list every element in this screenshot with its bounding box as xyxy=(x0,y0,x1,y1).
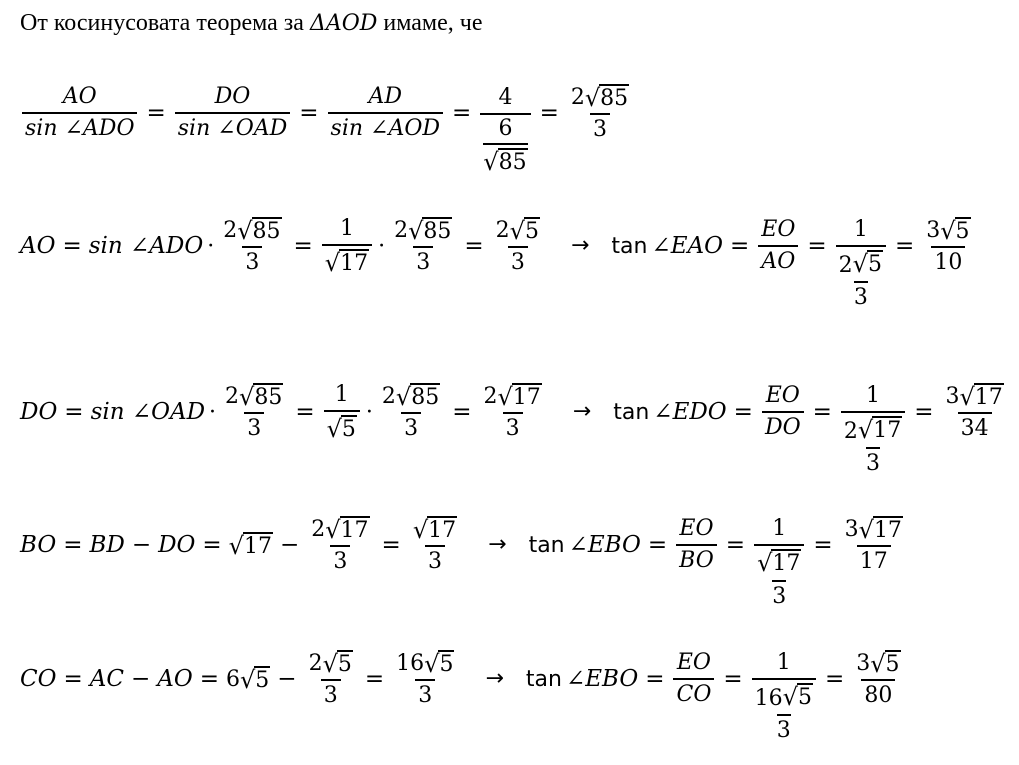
fraction-ao-sin-ado xyxy=(22,85,137,141)
denominator: 3 xyxy=(425,545,445,574)
denominator: sin ∠OAD xyxy=(175,112,290,141)
denominator xyxy=(322,244,372,278)
radicand: 85 xyxy=(498,149,527,175)
denominator: 3 xyxy=(321,679,341,708)
radical-sign: √ xyxy=(239,382,255,411)
numerator: AO xyxy=(62,83,97,109)
fraction-eo-do xyxy=(762,384,804,440)
fraction-c xyxy=(379,383,443,441)
radical-sign: √ xyxy=(497,382,513,411)
radicand: 85 xyxy=(252,218,281,244)
coefficient: 2 xyxy=(308,650,323,676)
fraction-eo-ao xyxy=(758,218,798,274)
radical-sign: √ xyxy=(584,83,601,112)
fraction-a xyxy=(308,516,372,574)
lhs: AO xyxy=(20,232,56,259)
numerator: EO xyxy=(765,382,800,408)
square-root xyxy=(858,416,902,442)
coefficient: 3 xyxy=(844,516,859,542)
nested-fraction xyxy=(483,115,527,176)
numerator xyxy=(393,650,457,679)
dot-operator: · xyxy=(365,399,373,425)
fraction-a xyxy=(220,217,284,275)
radical-sign: √ xyxy=(228,532,244,561)
coefficient: 3 xyxy=(856,650,871,676)
equals-sign: = xyxy=(293,232,313,259)
numerator xyxy=(410,516,460,545)
denominator: 80 xyxy=(861,679,895,708)
radical-sign: √ xyxy=(757,548,773,577)
arrow-icon: → xyxy=(488,532,507,557)
numerator xyxy=(220,217,284,246)
square-root xyxy=(237,217,281,243)
square-root xyxy=(859,516,903,542)
intro-text: От косинусовата теорема за xyxy=(20,10,304,36)
fraction-u xyxy=(841,384,905,477)
square-root xyxy=(757,549,801,575)
square-root xyxy=(959,383,1003,409)
nested-fraction xyxy=(844,416,902,477)
minus-sign: − xyxy=(131,531,152,558)
radicand: 5 xyxy=(867,251,882,277)
numerator xyxy=(755,683,813,714)
radicand: 85 xyxy=(423,218,452,244)
arrow-icon: → xyxy=(485,666,504,691)
equals-sign: = xyxy=(812,398,832,425)
denominator xyxy=(752,678,816,744)
square-root xyxy=(483,148,527,174)
lhs: CO xyxy=(20,665,57,692)
denominator: DO xyxy=(762,411,804,440)
equals-sign: = xyxy=(64,398,84,425)
radical-sign: √ xyxy=(412,515,429,544)
dot-operator: · xyxy=(209,399,217,425)
equals-sign: = xyxy=(146,99,166,126)
equals-sign: = xyxy=(199,665,219,692)
denominator xyxy=(483,143,527,176)
square-root xyxy=(940,217,970,243)
bd-term: BD xyxy=(89,531,125,558)
square-root xyxy=(323,650,353,676)
equals-sign: = xyxy=(295,398,315,425)
radicand: 17 xyxy=(873,517,902,543)
equals-sign: = xyxy=(813,531,833,558)
radicand: 85 xyxy=(600,85,629,111)
radical-sign: √ xyxy=(940,216,956,245)
denominator: 10 xyxy=(931,246,965,275)
radical-sign: √ xyxy=(326,415,342,444)
numerator xyxy=(493,217,543,246)
numerator xyxy=(568,84,632,113)
minus-sign: − xyxy=(279,531,300,558)
equals-sign: = xyxy=(364,665,385,692)
intro-rest: имаме, че xyxy=(383,10,483,36)
do-term: DO xyxy=(158,531,196,558)
fraction-u xyxy=(752,651,816,744)
angle-label: ∠EAO xyxy=(651,232,723,259)
equals-sign: = xyxy=(730,232,750,259)
denominator: sin ∠AOD xyxy=(328,112,443,141)
equals-sign: = xyxy=(299,99,319,126)
fraction-result xyxy=(493,217,543,275)
arrow-icon: → xyxy=(572,399,592,424)
numerator: 1 xyxy=(339,215,354,241)
radicand: 17 xyxy=(772,550,801,576)
equals-sign: = xyxy=(381,531,401,558)
arrow-icon: → xyxy=(570,233,590,258)
coefficient: 2 xyxy=(381,383,396,409)
coefficient: 2 xyxy=(495,217,510,243)
numerator xyxy=(481,383,545,412)
coefficient: 2 xyxy=(223,217,238,243)
equals-sign: = xyxy=(914,398,934,425)
dot-operator: · xyxy=(207,233,215,259)
equals-sign: = xyxy=(725,531,746,558)
fraction-v xyxy=(842,516,906,574)
numerator xyxy=(379,383,443,412)
denominator xyxy=(754,544,804,610)
radicand: 17 xyxy=(974,384,1003,410)
square-root xyxy=(326,415,357,444)
nested-fraction xyxy=(839,250,883,311)
square-root xyxy=(783,683,813,709)
radicand: 17 xyxy=(512,384,541,410)
coefficient: 3 xyxy=(926,217,941,243)
numerator xyxy=(757,549,801,580)
coefficient: 3 xyxy=(945,383,960,409)
equals-sign: = xyxy=(824,665,845,692)
square-root xyxy=(510,217,540,243)
square-root xyxy=(870,650,900,676)
coefficient: 2 xyxy=(394,217,409,243)
equals-sign: = xyxy=(452,99,472,126)
dot-operator: · xyxy=(378,233,386,259)
radicand: 17 xyxy=(873,417,902,443)
denominator: AO xyxy=(758,245,798,274)
square-root xyxy=(240,666,270,695)
numerator: 1 xyxy=(334,381,349,407)
fraction-ad-sin-aod xyxy=(328,85,443,141)
fraction-b xyxy=(324,381,360,444)
square-root xyxy=(228,532,273,561)
numerator xyxy=(391,217,455,246)
square-root xyxy=(396,383,440,409)
radicand: 17 xyxy=(340,517,369,543)
denominator: CO xyxy=(673,678,714,707)
coefficient: 2 xyxy=(483,383,498,409)
fraction-a xyxy=(222,383,286,441)
denominator: 3 xyxy=(590,113,610,142)
radical-sign: √ xyxy=(852,249,868,278)
angle-label: ∠EBO xyxy=(568,531,641,558)
denominator xyxy=(480,113,530,176)
denominator: 3 xyxy=(330,545,350,574)
radicand: 17 xyxy=(243,533,272,559)
equals-sign: = xyxy=(894,232,915,259)
fraction-v xyxy=(942,383,1006,441)
square-root xyxy=(424,650,454,676)
square-root xyxy=(413,516,457,542)
square-root xyxy=(239,383,283,409)
nested-fraction xyxy=(755,683,813,744)
numerator: DO xyxy=(214,83,251,109)
equals-sign: = xyxy=(723,665,743,692)
lhs: BO xyxy=(20,531,57,558)
denominator: 3 xyxy=(777,714,791,743)
numerator: EO xyxy=(676,649,711,675)
coefficient: 6 xyxy=(226,666,240,692)
denominator: 3 xyxy=(415,679,435,708)
tan-function: tan xyxy=(528,532,565,558)
coefficient: 2 xyxy=(225,383,240,409)
radical-sign: √ xyxy=(395,382,412,411)
denominator: BO xyxy=(676,544,717,573)
equals-sign: = xyxy=(807,232,827,259)
numerator: 6 xyxy=(498,115,513,141)
radicand: 5 xyxy=(524,218,539,244)
numerator xyxy=(222,383,286,412)
tan-function: tan xyxy=(611,233,648,259)
denominator xyxy=(836,245,886,311)
fraction-c xyxy=(391,217,455,275)
equals-sign: = xyxy=(733,398,753,425)
numerator xyxy=(942,383,1006,412)
minus-sign: − xyxy=(277,665,297,692)
coefficient: 2 xyxy=(311,516,326,542)
square-root xyxy=(853,250,883,276)
fraction-u xyxy=(754,517,804,610)
numerator xyxy=(306,650,356,679)
denominator: sin ∠ADO xyxy=(22,112,137,141)
coefficient: 2 xyxy=(570,84,585,110)
square-root xyxy=(325,516,369,542)
square-root xyxy=(324,249,369,278)
radical-sign: √ xyxy=(483,148,499,176)
numerator: 4 xyxy=(498,84,513,110)
numerator: 1 xyxy=(853,216,868,242)
radicand: 85 xyxy=(254,384,283,410)
radical-sign: √ xyxy=(509,216,525,245)
square-root xyxy=(408,217,452,243)
radical-sign: √ xyxy=(237,216,253,245)
radical-sign: √ xyxy=(959,382,975,411)
square-root xyxy=(498,383,542,409)
radical-sign: √ xyxy=(240,666,256,695)
numerator: AD xyxy=(368,83,403,109)
radical-sign: √ xyxy=(857,415,874,444)
tan-function: tan xyxy=(525,666,562,692)
fraction-v xyxy=(923,217,973,275)
equals-sign: = xyxy=(63,665,83,692)
equals-sign: = xyxy=(539,99,559,126)
coefficient: 2 xyxy=(838,252,853,278)
radicand: 85 xyxy=(411,384,440,410)
equals-sign: = xyxy=(63,531,83,558)
denominator: 3 xyxy=(413,246,433,275)
radical-sign: √ xyxy=(325,515,341,544)
numerator: 1 xyxy=(776,649,791,675)
square-root xyxy=(585,84,629,110)
equals-sign: = xyxy=(647,531,668,558)
fraction-result xyxy=(393,650,457,708)
nested-fraction xyxy=(757,549,801,610)
radicand: 5 xyxy=(341,417,356,443)
numerator xyxy=(839,250,883,281)
radicand: 5 xyxy=(439,651,454,677)
radicand: 17 xyxy=(428,517,457,543)
numerator: 1 xyxy=(866,382,881,408)
denominator: 3 xyxy=(772,580,786,609)
radicand: 5 xyxy=(255,667,270,693)
fraction-eo-co xyxy=(673,651,714,707)
coefficient: 16 xyxy=(396,650,425,676)
denominator: 17 xyxy=(857,545,891,574)
coefficient: 2 xyxy=(843,418,858,444)
denominator: 34 xyxy=(958,412,992,441)
numerator: 1 xyxy=(772,515,787,541)
equals-sign: = xyxy=(645,665,665,692)
radical-sign: √ xyxy=(858,515,874,544)
fraction-eo-bo xyxy=(676,517,717,573)
sine-term: sin ∠ADO xyxy=(88,232,204,259)
numerator xyxy=(308,516,372,545)
fraction-u xyxy=(836,218,886,311)
numerator xyxy=(923,217,973,246)
denominator: 3 xyxy=(866,447,880,476)
denominator: 3 xyxy=(242,246,262,275)
ao-term: AO xyxy=(157,665,193,692)
fraction-result xyxy=(410,516,460,574)
ac-term: AC xyxy=(89,665,124,692)
lhs: DO xyxy=(20,398,58,425)
intro-line xyxy=(20,10,482,37)
radical-sign: √ xyxy=(424,649,440,678)
fraction-result xyxy=(568,84,632,142)
tan-function: tan xyxy=(613,399,650,425)
denominator: 3 xyxy=(401,412,421,441)
equals-sign: = xyxy=(62,232,82,259)
angle-label: ∠EDO xyxy=(653,398,727,425)
equals-sign: = xyxy=(202,531,222,558)
denominator: 3 xyxy=(508,246,528,275)
radicand: 5 xyxy=(337,651,352,677)
coefficient: 16 xyxy=(754,685,783,711)
equals-sign: = xyxy=(464,232,484,259)
fraction-4-over-6-sqrt85 xyxy=(480,86,530,177)
fraction-a xyxy=(306,650,356,708)
radicand: 17 xyxy=(340,251,369,277)
denominator: 3 xyxy=(854,281,868,310)
denominator xyxy=(841,411,905,477)
sine-term: sin ∠OAD xyxy=(90,398,206,425)
numerator xyxy=(844,416,902,447)
radicand: 5 xyxy=(885,651,900,677)
equals-sign: = xyxy=(452,398,472,425)
fraction-do-sin-oad xyxy=(175,85,290,141)
numerator xyxy=(842,516,906,545)
angle-label: ∠EBO xyxy=(565,665,639,692)
numerator: EO xyxy=(679,515,714,541)
numerator xyxy=(853,650,903,679)
numerator: EO xyxy=(761,216,796,242)
fraction-result xyxy=(481,383,545,441)
fraction-b xyxy=(322,215,372,278)
minus-sign: − xyxy=(130,665,151,692)
radicand: 5 xyxy=(955,218,970,244)
radical-sign: √ xyxy=(408,216,424,245)
triangle-label: ΔAOD xyxy=(309,11,378,36)
radical-sign: √ xyxy=(324,249,341,278)
radical-sign: √ xyxy=(322,649,338,678)
fraction-v xyxy=(853,650,903,708)
radical-sign: √ xyxy=(870,649,886,678)
radical-sign: √ xyxy=(782,682,798,711)
radicand: 5 xyxy=(797,684,812,710)
denominator xyxy=(324,410,360,444)
denominator: 3 xyxy=(503,412,523,441)
denominator: 3 xyxy=(244,412,264,441)
